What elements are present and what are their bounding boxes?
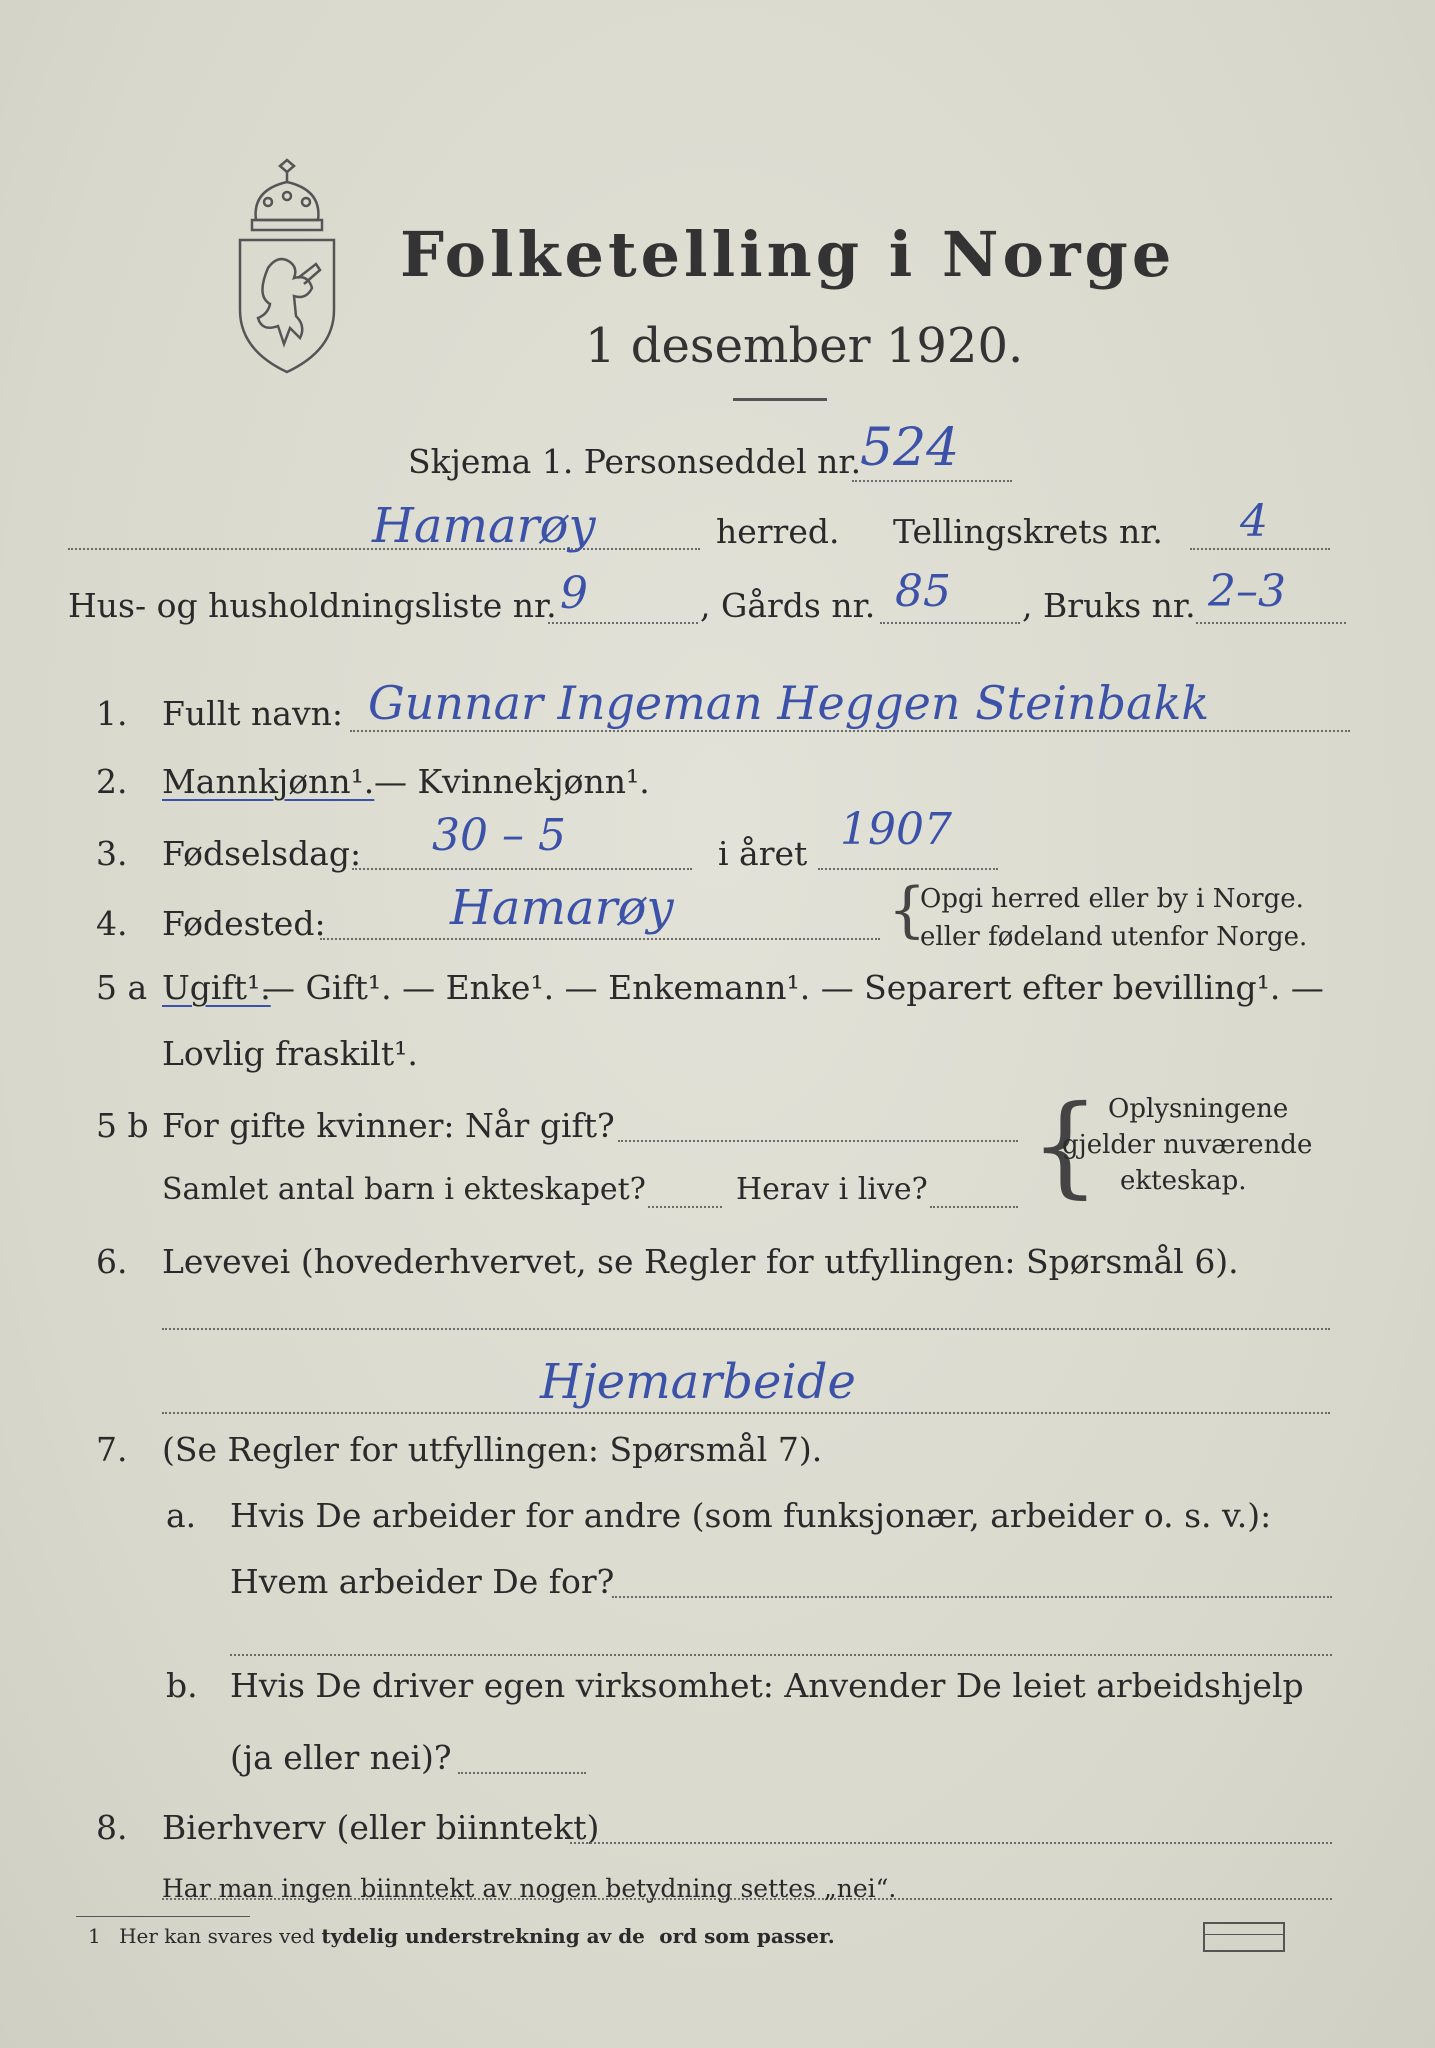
q1-number: 1. (96, 694, 128, 733)
q1-label: Fullt navn: (162, 694, 343, 733)
q6-label: Levevei (hovederhvervet, se Regler for utfyllingen: Spørsmål 6). (162, 1242, 1239, 1281)
footnote-number: 1 (88, 1924, 101, 1948)
skjema-label: Skjema 1. Personseddel nr. (408, 442, 862, 481)
q7-label: (Se Regler for utfyllingen: Spørsmål 7). (162, 1430, 823, 1469)
skjema-field-line (852, 480, 1012, 482)
skjema-nr-value[interactable]: 524 (860, 418, 960, 478)
q8-number: 8. (96, 1808, 128, 1847)
q3-field-line (352, 868, 692, 870)
q8-field-line-1 (570, 1842, 1332, 1844)
q7-number: 7. (96, 1430, 128, 1469)
q1-field-line (350, 730, 1350, 732)
gards-label: , Gårds nr. (700, 586, 876, 625)
q7b-field-line (458, 1772, 586, 1774)
tellingskrets-field-line (1190, 548, 1330, 550)
bruks-value[interactable]: 2–3 (1208, 566, 1286, 617)
herred-label: herred. (716, 512, 840, 551)
q2-mannkjonn-option[interactable]: Mannkjønn¹. (162, 762, 375, 801)
q5b-i-live-field-line (930, 1206, 1018, 1208)
footnote (88, 1924, 835, 1948)
q6-field-line-2 (162, 1412, 1330, 1414)
q4-label: Fødested: (162, 904, 326, 943)
q7a-hvem-label: Hvem arbeider De for? (230, 1562, 615, 1601)
q2-kvinnekjonn-option[interactable]: — Kvinnekjønn¹. (374, 762, 650, 801)
q1-value[interactable]: Gunnar Ingeman Heggen Steinbakk (368, 676, 1210, 730)
q5b-nar-gift-field-line (618, 1140, 1018, 1142)
q7a-field-line-1 (612, 1596, 1332, 1598)
q7b-letter: b. (166, 1666, 198, 1705)
q7a-label: Hvis De arbeider for andre (som funksjonær, arbeider o. s. v.): (230, 1496, 1272, 1535)
q5b-note-line1: Oplysningene (1108, 1094, 1289, 1124)
q5b-note-brace: { (1030, 1081, 1100, 1209)
q3-year-value[interactable]: 1907 (840, 804, 952, 855)
q5a-number: 5 a (96, 968, 148, 1007)
q5a-other-options[interactable]: — Gift¹. — Enke¹. — Enkemann¹. — Separert efter bevilling¹. — (262, 968, 1324, 1007)
q5b-nar-gift-label: For gifte kvinner: Når gift? (162, 1106, 615, 1145)
gards-value[interactable]: 85 (895, 566, 951, 617)
q4-note-line2: eller fødeland utenfor Norge. (920, 922, 1308, 952)
herred-value[interactable]: Hamarøy (372, 498, 596, 554)
q7b-ja-nei-label: (ja eller nei)? (230, 1738, 452, 1777)
footnote-text-c: ord som passer. (659, 1924, 835, 1948)
q7b-label: Hvis De driver egen virksomhet: Anvender De leiet arbeidshjelp (230, 1666, 1304, 1705)
q5b-barn-field-line (648, 1206, 722, 1208)
q7a-field-line-2 (230, 1654, 1332, 1656)
q3-label: Fødselsdag: (162, 834, 362, 873)
q5b-i-live-label: Herav i live? (736, 1172, 928, 1207)
footnote-text-b: tydelig understrekning av de (321, 1924, 645, 1948)
hus-field-line (548, 622, 698, 624)
form-date: 1 desember 1920. (585, 318, 1024, 374)
q3-number: 3. (96, 834, 128, 873)
q3-year-label: i året (718, 834, 808, 873)
q5a-ugift-option[interactable]: Ugift¹. (162, 968, 271, 1007)
printer-stamp (1203, 1922, 1285, 1952)
q3-year-field-line (818, 868, 998, 870)
q6-value[interactable]: Hjemarbeide (540, 1354, 856, 1410)
q5a-lovlig-fraskilt-option[interactable]: Lovlig fraskilt¹. (162, 1034, 418, 1073)
q4-field-line (320, 938, 880, 940)
tellingskrets-value[interactable]: 4 (1240, 496, 1268, 547)
q3-value[interactable]: 30 – 5 (432, 810, 566, 861)
q5b-note-line3: ekteskap. (1120, 1166, 1247, 1196)
bruks-field-line (1196, 622, 1346, 624)
q5b-note-line2: gjelder nuværende (1062, 1130, 1313, 1160)
hus-label: Hus- og husholdningsliste nr. (68, 586, 557, 625)
q4-value[interactable]: Hamarøy (450, 880, 674, 936)
q2-number: 2. (96, 762, 128, 801)
hus-value[interactable]: 9 (560, 568, 588, 619)
q8-label: Bierhverv (eller biinntekt) (162, 1808, 600, 1847)
q4-note-line1: Opgi herred eller by i Norge. (920, 884, 1304, 914)
footnote-divider (76, 1916, 250, 1917)
q7a-letter: a. (166, 1496, 197, 1535)
tellingskrets-label: Tellingskrets nr. (893, 512, 1163, 551)
q4-number: 4. (96, 904, 128, 943)
gards-field-line (880, 622, 1020, 624)
q6-field-line-1 (162, 1328, 1330, 1330)
form-title: Folketelling i Norge (400, 218, 1176, 291)
coat-of-arms-icon (228, 158, 346, 378)
q5b-number: 5 b (96, 1106, 149, 1145)
q4-note-brace: { (888, 875, 927, 945)
q5b-barn-label: Samlet antal barn i ekteskapet? (162, 1172, 646, 1207)
bruks-label: , Bruks nr. (1022, 586, 1196, 625)
q6-number: 6. (96, 1242, 128, 1281)
q8-note: Har man ingen biinntekt av nogen betydning settes „nei“. (162, 1874, 897, 1903)
title-divider (733, 398, 827, 401)
footnote-text-a: Her kan svares ved (119, 1924, 316, 1948)
